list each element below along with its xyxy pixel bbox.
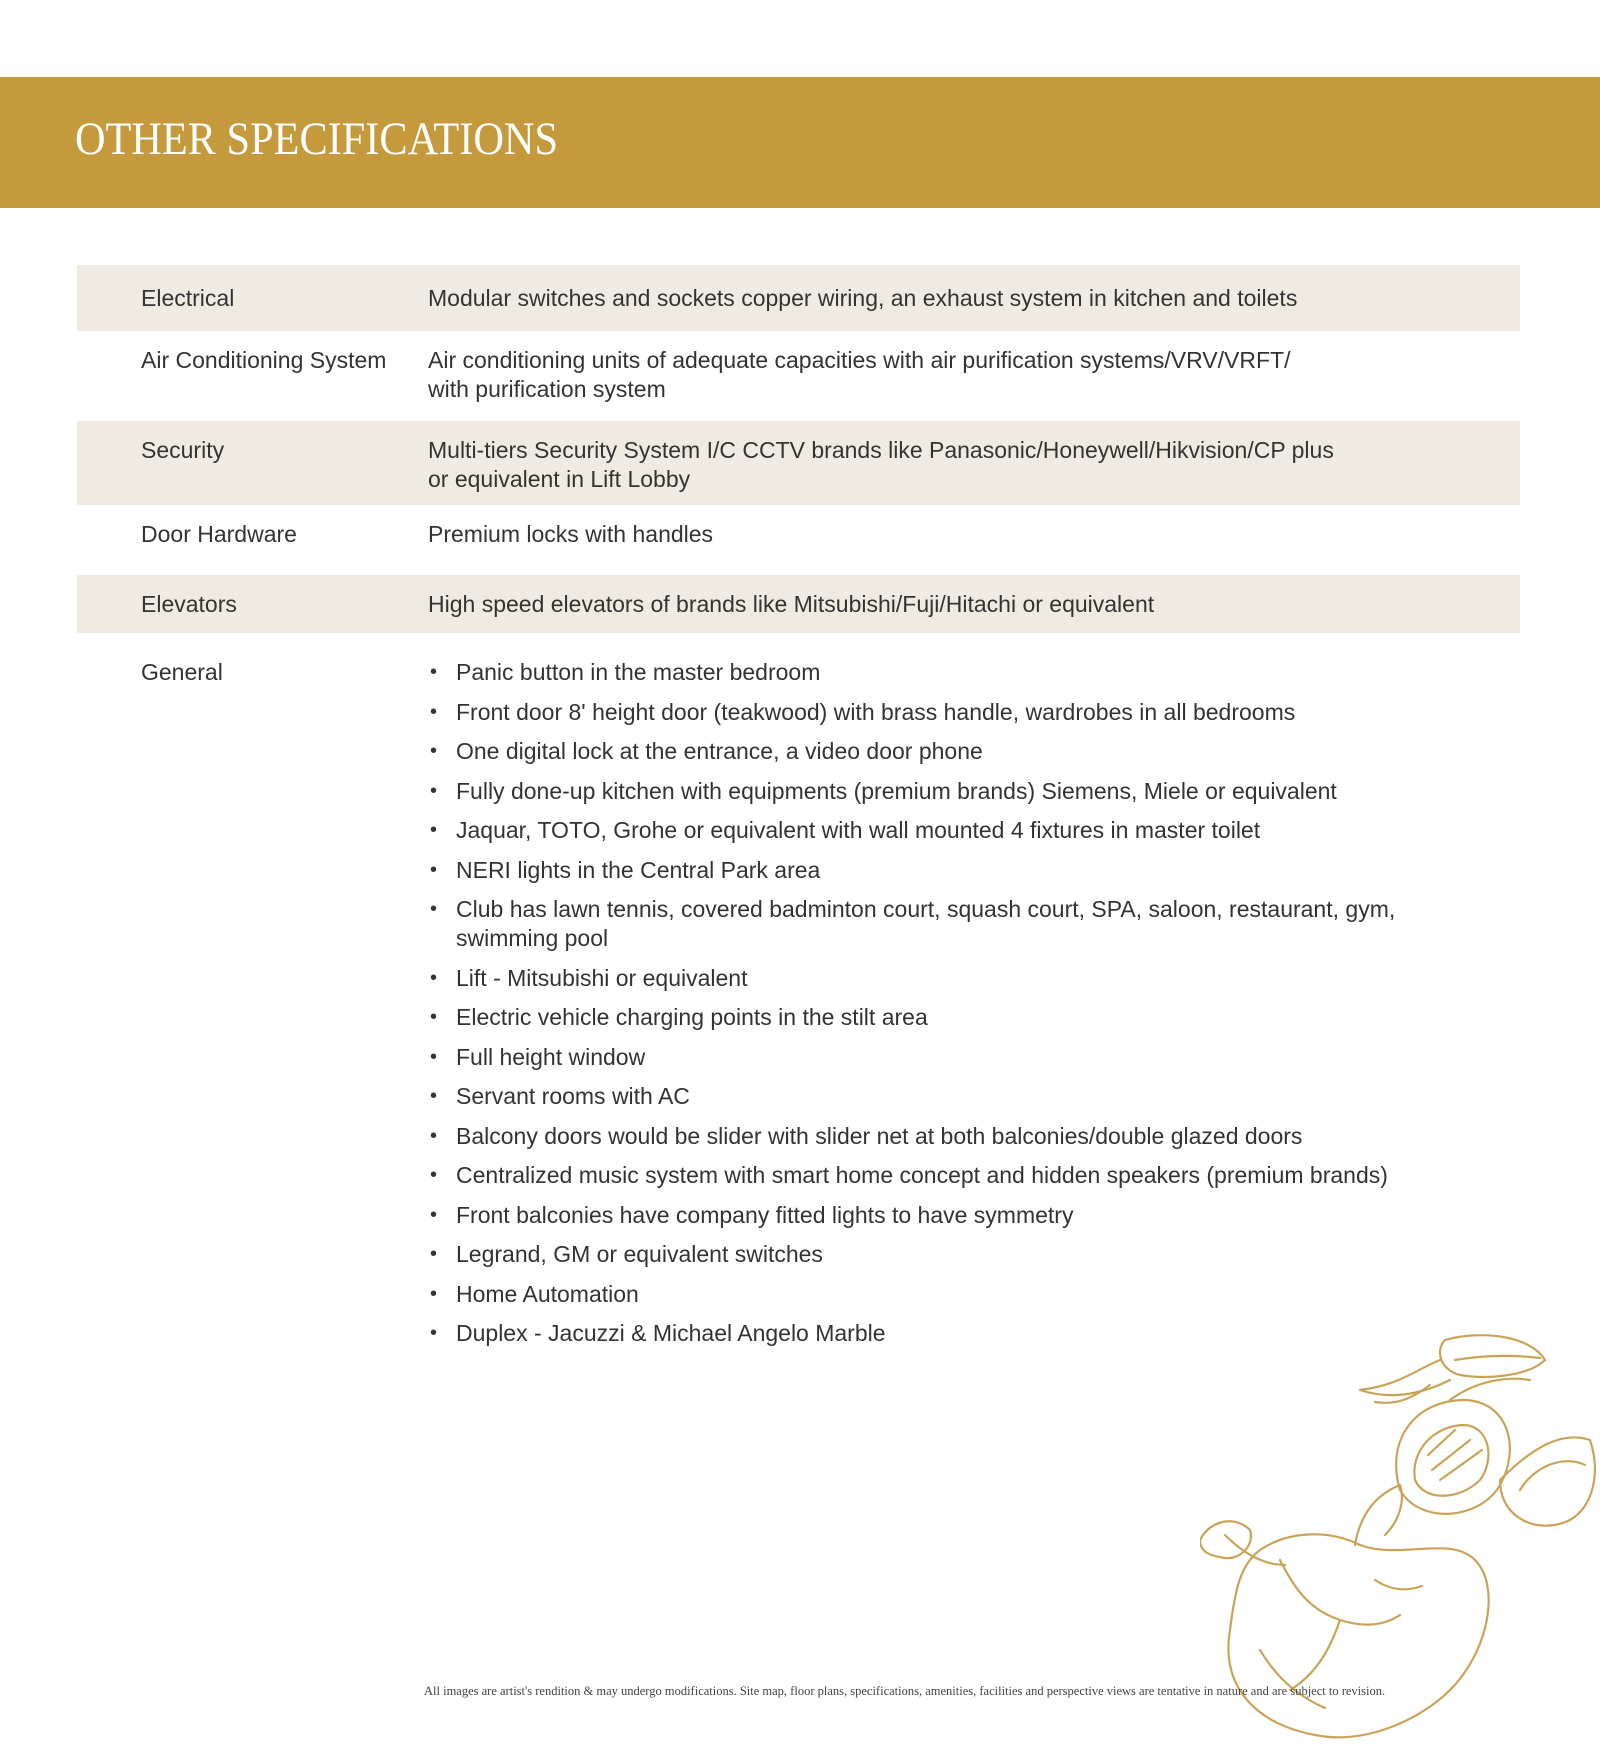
bullet-icon: • xyxy=(430,779,438,802)
bullet-icon: • xyxy=(430,1322,438,1344)
list-item-text: Centralized music system with smart home concept and hidden speakers (premium brands) xyxy=(456,1162,1388,1188)
bullet-icon: • xyxy=(430,898,438,920)
list-item-text: Club has lawn tennis, covered badminton court, squash court, SPA, saloon, restaurant, gym, swimming pool xyxy=(456,896,1396,951)
spec-value: Air conditioning units of adequate capacities with air purification systems/VRV/VRFT/ with purification system xyxy=(428,347,1291,402)
spec-label: Door Hardware xyxy=(141,521,297,547)
bullet-icon: • xyxy=(430,819,438,841)
bullet-icon: • xyxy=(430,1243,438,1265)
spec-label: Air Conditioning System xyxy=(141,347,387,373)
list-item xyxy=(428,1201,1448,1230)
bullet-icon: • xyxy=(430,1124,438,1147)
list-item-text: Servant rooms with AC xyxy=(456,1083,690,1109)
list-item xyxy=(428,816,1448,845)
list-item-text: Balcony doors would be slider with slider net at both balconies/double glazed doors xyxy=(456,1122,1303,1149)
spec-label: Security xyxy=(141,437,225,463)
spec-row-air-conditioning xyxy=(77,331,1520,421)
bullet-icon: • xyxy=(430,1203,438,1226)
bullet-icon: • xyxy=(430,740,438,762)
list-item xyxy=(428,658,1448,687)
list-item xyxy=(428,737,1448,766)
list-item-text: Jaquar, TOTO, Grohe or equivalent with wall mounted 4 fixtures in master toilet xyxy=(456,817,1261,843)
spec-value: Premium locks with handles xyxy=(428,521,714,547)
list-item xyxy=(428,1043,1448,1072)
list-item-text: Electric vehicle charging points in the stilt area xyxy=(456,1004,928,1030)
spec-row-elevators xyxy=(77,575,1520,633)
spec-row-electrical xyxy=(77,265,1520,331)
general-list xyxy=(428,658,1448,1359)
bullet-icon: • xyxy=(430,966,438,989)
spec-label: Elevators xyxy=(141,591,237,617)
list-item xyxy=(428,1003,1448,1032)
list-item xyxy=(428,856,1448,885)
spec-label: Electrical xyxy=(141,285,235,311)
list-item xyxy=(428,777,1448,806)
list-item xyxy=(428,698,1448,727)
list-item-text: Lift - Mitsubishi or equivalent xyxy=(456,964,748,991)
bullet-icon: • xyxy=(430,661,438,683)
list-item xyxy=(428,1240,1448,1269)
spec-row-door-hardware xyxy=(77,505,1520,565)
list-item-text: Duplex - Jacuzzi & Michael Angelo Marble xyxy=(456,1320,886,1346)
list-item-text: Panic button in the master bedroom xyxy=(456,659,821,685)
bullet-icon: • xyxy=(430,1164,438,1186)
list-item xyxy=(428,895,1448,953)
spec-value: Modular switches and sockets copper wiring, an exhaust system in kitchen and toilets xyxy=(428,285,1298,311)
footer-disclaimer: All images are artist's rendition & may undergo modifications. Site map, floor plans, specifications, amenities, facilities and perspective views are tentative in nature and are subject to revision. xyxy=(424,1684,1386,1698)
bullet-icon: • xyxy=(430,1006,438,1028)
list-item xyxy=(428,1082,1448,1111)
bullet-icon: • xyxy=(430,1045,438,1068)
spec-row-security xyxy=(77,421,1520,505)
list-item-text: Home Automation xyxy=(456,1280,639,1307)
spec-value: Multi-tiers Security System I/C CCTV brands like Panasonic/Honeywell/Hikvision/CP plus or equivalent in Lift Lobby xyxy=(428,437,1334,492)
list-item xyxy=(428,964,1448,993)
list-item xyxy=(428,1161,1448,1190)
general-label: General xyxy=(141,659,223,685)
list-item-text: Front door 8' height door (teakwood) with brass handle, wardrobes in all bedrooms xyxy=(456,698,1296,725)
bullet-icon: • xyxy=(430,1085,438,1107)
fruit-illustration-icon xyxy=(1200,1330,1600,1745)
list-item-text: Full height window xyxy=(456,1043,646,1070)
list-item-text: Fully done-up kitchen with equipments (premium brands) Siemens, Miele or equivalent xyxy=(456,777,1337,804)
bullet-icon: • xyxy=(430,700,438,723)
list-item-text: NERI lights in the Central Park area xyxy=(456,856,821,883)
list-item-text: Legrand, GM or equivalent switches xyxy=(456,1241,823,1267)
spec-value: High speed elevators of brands like Mitsubishi/Fuji/Hitachi or equivalent xyxy=(428,591,1155,617)
page-title: OTHER SPECIFICATIONS xyxy=(75,113,558,165)
bullet-icon: • xyxy=(430,858,438,881)
list-item-text: Front balconies have company fitted lights to have symmetry xyxy=(456,1201,1074,1228)
bullet-icon: • xyxy=(430,1282,438,1305)
list-item-text: One digital lock at the entrance, a video door phone xyxy=(456,738,983,764)
list-item xyxy=(428,1122,1448,1151)
list-item xyxy=(428,1280,1448,1309)
